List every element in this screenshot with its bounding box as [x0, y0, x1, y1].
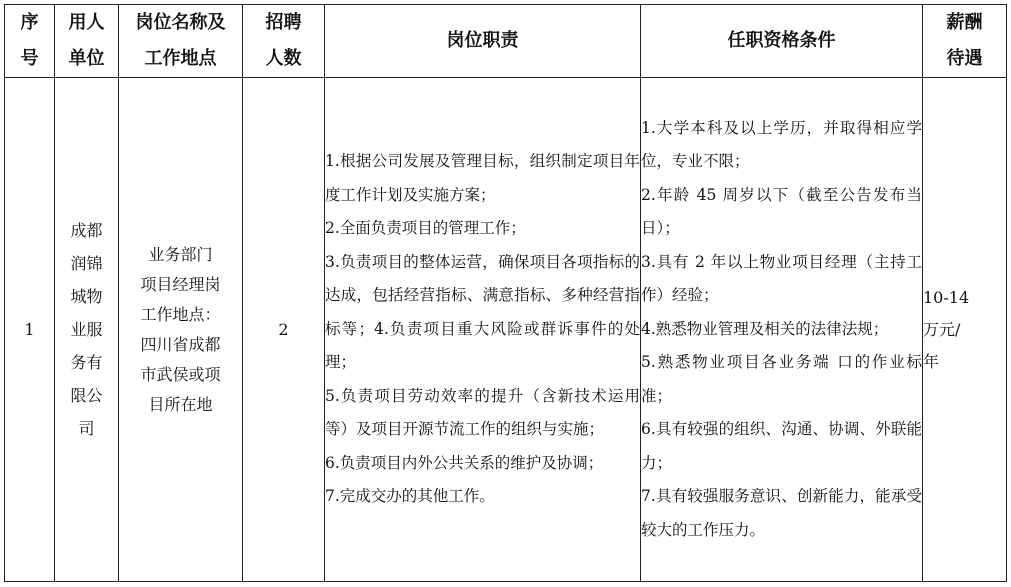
requirement-item: 7.具有较强服务意识、创新能力，能承受较大的工作压力。	[641, 487, 922, 539]
count-cell: 2	[243, 78, 325, 582]
duty-item: 5.负责项目劳动效率的提升（含新技术运用等）及项目开源节流工作的组织与实施；	[325, 386, 640, 439]
header-row	[5, 5, 1007, 78]
seq-cell: 1	[5, 78, 55, 582]
requirement-item: 5.熟悉物业项目各业务端 口的作业标准；	[641, 353, 922, 405]
header-seq: 序 号	[5, 5, 55, 78]
duty-item: 3.负责项目的整体运营，确保项目各项指标的达成，包括经营指标、满意指标、多种经营指标等；4.负责项目重大风险或群诉事件的处理；	[325, 252, 640, 372]
header-requirements: 任职资格条件	[641, 5, 923, 78]
duty-item: 2.全面负责项目的管理工作；	[325, 219, 526, 238]
requirement-item: 2.年龄 45 周岁以下（截至公告发布当日）；	[641, 185, 922, 238]
duty-item: 1.根据公司发展及管理目标，组织制定项目年度工作计划及实施方案；	[325, 152, 640, 204]
position-cell: 业务部门 项目经理岗 工作地点： 四川省成都 市武侯或项 目所在地	[119, 78, 243, 582]
requirements-cell	[641, 78, 923, 582]
requirement-item: 4.熟悉物业管理及相关的法律法规；	[641, 319, 889, 338]
table-row	[5, 78, 1007, 582]
header-duties: 岗位职责	[325, 5, 641, 78]
salary-cell: 10-14 万元/ 年	[923, 78, 1007, 582]
header-salary: 薪酬 待遇	[923, 5, 1007, 78]
employer-cell: 成都 润锦 城物 业服 务有 限公 司	[55, 78, 119, 582]
header-employer: 用人 单位	[55, 5, 119, 78]
requirement-item: 3.具有 2 年以上物业项目经理（主持工作）经验；	[641, 252, 922, 305]
requirement-item: 1.大学本科及以上学历，并取得相应学位，专业不限；	[641, 118, 922, 171]
duties-cell	[325, 78, 641, 582]
requirement-item: 6.具有较强的组织、沟通、协调、外联能力；	[641, 420, 922, 472]
header-count: 招聘 人数	[243, 5, 325, 78]
recruitment-table	[4, 4, 1007, 582]
duty-item: 7.完成交办的其他工作。	[325, 487, 495, 506]
duty-item: 6.负责项目内外公共关系的维护及协调；	[325, 453, 604, 472]
header-position: 岗位名称及 工作地点	[119, 5, 243, 78]
